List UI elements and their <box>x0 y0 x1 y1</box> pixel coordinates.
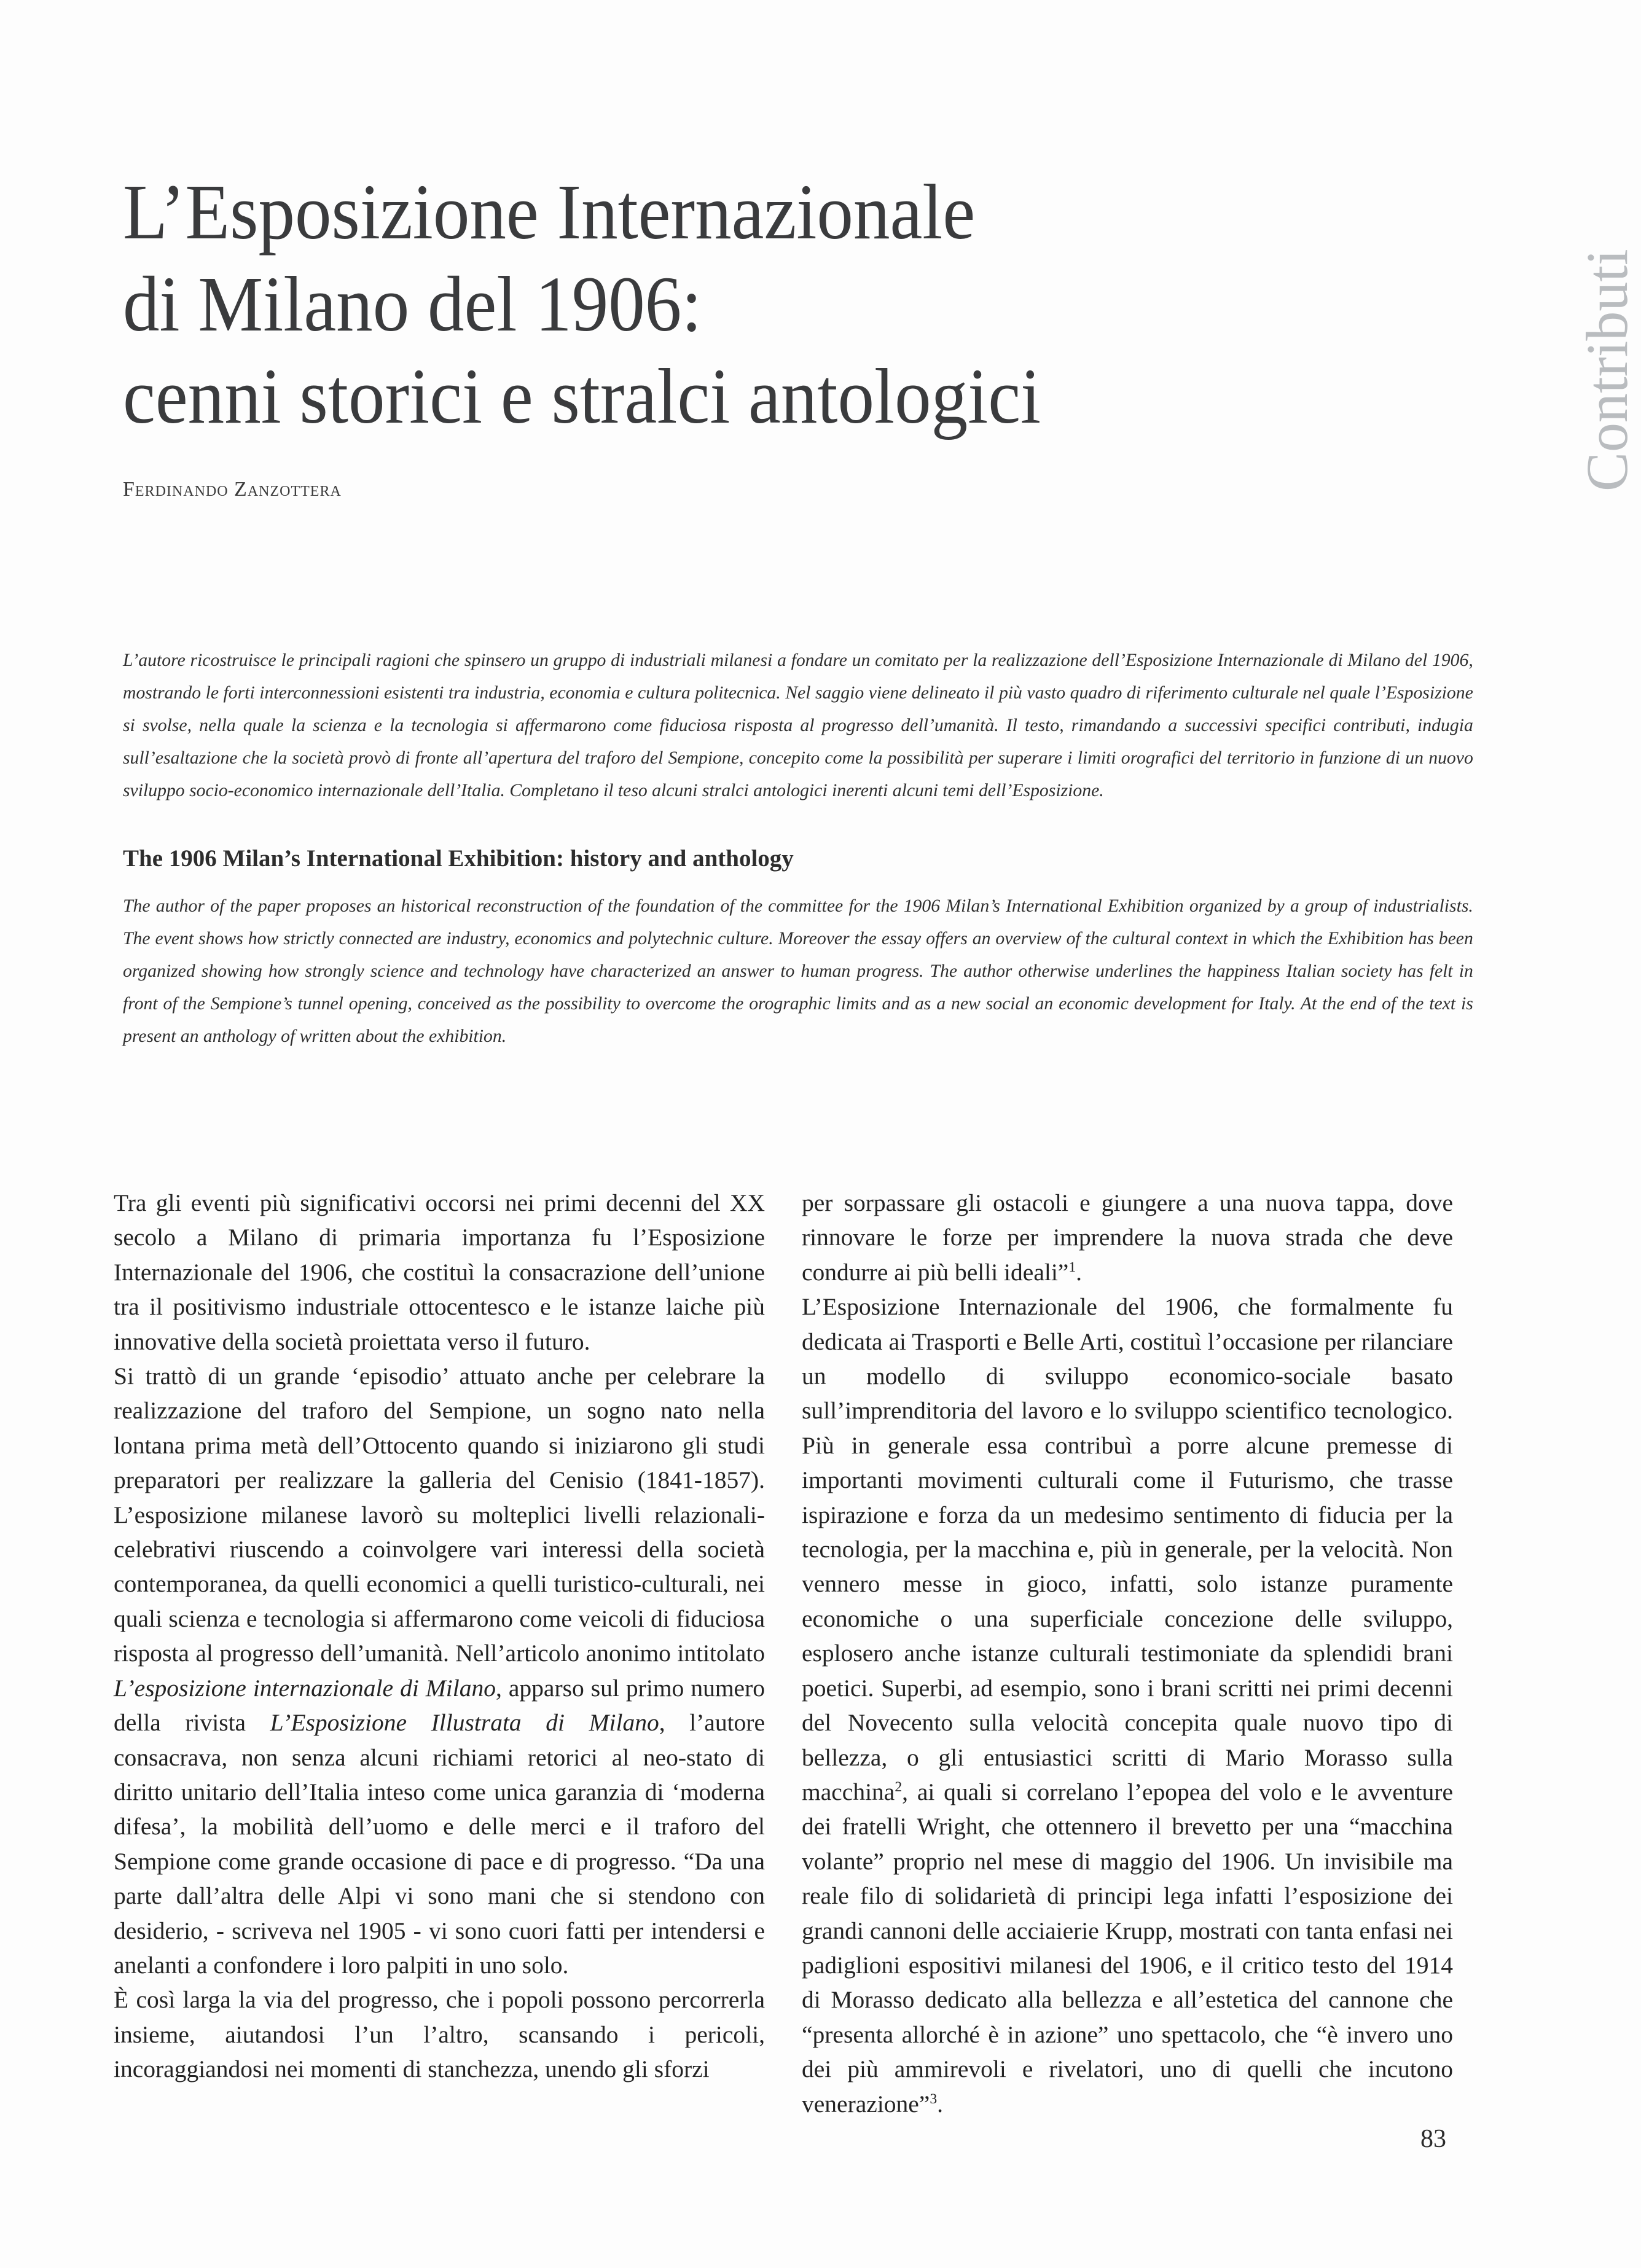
author-name: Ferdinando Zanzottera <box>123 478 342 501</box>
body-column-right <box>802 1186 1453 2121</box>
page-number: 83 <box>1420 2125 1446 2153</box>
body-paragraph <box>114 1359 765 1982</box>
paragraph-text: Tra gli eventi più significativi occorsi nei primi decenni del XX secolo a Milano di primaria importanza fu l’Esposizione Internazionale del 1906, che costituì la consacrazione dell’unione tra il positivismo industriale ottocentesco e le istanze laiche più innovative della società proiettata verso il futuro. <box>114 1189 765 1355</box>
paragraph-text: L’Esposizione Internazionale del 1906, che formalmente fu dedicata ai Trasporti e Belle Arti, costituì l’occasione per rilanciare un modello di sviluppo economico-sociale basato sull’imprenditoria del lavoro e lo sviluppo scientifico tecnologico. Più in generale essa contribuì a porre alcune premesse di importanti movimenti culturali come il Futurismo, che trasse ispirazione e forza da un medesimo sentimento di fiducia per la tecnologia, per la macchina e, più in generale, per la velocità. Non vennero messe in gioco, infatti, solo istanze puramente economiche o una superficiale concezione delle sviluppo, esplosero anche istanze culturali testimoniate da splendidi brani poetici. Superbi, ad esempio, sono i brani scritti nei primi decenni del Novecento sulla velocità concepita quale nuovo tipo di bellezza, o gli entusiastici scritti di Mario Morasso sulla macchina <box>802 1293 1453 1805</box>
paragraph-text: È così larga la via del progresso, che i popoli possono percorrerla insieme, aiutandosi l’un l’altro, scansando i pericoli, incoraggiandosi nei momenti di stanchezza, unendo gli sforzi <box>114 1986 765 2083</box>
abstract-english: The author of the paper proposes an historical reconstruction of the foundation of the committee for the 1906 Milan’s International Exhibition organized by a group of industrialists. The event shows how strictly connected are industry, economics and polytechnic culture. Moreover the essay offers an overview of the cultural context in which the Exhibition has been organized showing how strongly science and technology have characterized an answer to human progress. The author otherwise underlines the happiness Italian society has felt in front of the Sempione’s tunnel opening, conceived as the possibility to overcome the orographic limits and as a new social an economic development for Italy. At the end of the text is present an anthology of written about the exhibition. <box>123 896 1473 1046</box>
title-line-1: L’Esposizione Internazionale <box>123 168 976 256</box>
paragraph-text: , apparso sul primo numero della rivista <box>114 1674 765 1737</box>
section-label <box>1481 209 1640 491</box>
paragraph-text: . <box>1076 1258 1083 1286</box>
footnote-ref[interactable]: 1 <box>1068 1259 1076 1275</box>
article-title-reference: L’esposizione internazionale di Milano <box>114 1674 496 1702</box>
article-title <box>123 166 1208 442</box>
abstract-english-heading: The 1906 Milan’s International Exhibition: history and anthology <box>123 845 794 872</box>
paragraph-text: . <box>937 2090 944 2117</box>
footnote-ref[interactable]: 2 <box>895 1778 903 1795</box>
paragraph-text: , ai quali si correlano l’epopea del volo e le avventure dei fratelli Wright, che ottennero il brevetto per una “macchina volante” proprio nel mese di maggio del 1906. Un invisibile ma reale filo di solidarietà di principi lega infatti l’esposizione dei grandi cannoni delle acciaierie Krupp, mostrati con tanta enfasi nei padiglioni espositivi milanesi del 1906, e il critico testo del 1914 di Morasso dedicato alla bellezza e all’estetica del cannone che “presenta allorché è in azione” uno spettacolo, che “è invero uno dei più ammirevoli e rivelatori, uno di quelli che incutono venerazione” <box>802 1778 1453 2117</box>
abstract-italian: L’autore ricostruisce le principali ragioni che spinsero un gruppo di industriali milanesi a fondare un comitato per la realizzazione dell’Esposizione Internazionale di Milano del 1906, mostrando le forti interconnessioni esistenti tra industria, economia e cultura politecnica. Nel saggio viene delineato il più vasto quadro di riferimento culturale nel quale l’Esposizione si svolse, nella quale la scienza e la tecnologia si affermarono come fiduciosa risposta al progresso dell’umanità. Il testo, rimandando a successivi specifici contributi, indugia sull’esaltazione che la società provò di fronte all’apertura del traforo del Sempione, concepito come la possibilità per superare i limiti orografici del territorio in funzione di un nuovo sviluppo socio-economico internazionale dell’Italia. Completano il teso alcuni stralci antologici inerenti alcuni temi dell’Esposizione. <box>123 650 1473 800</box>
body-paragraph <box>114 1186 765 1359</box>
title-line-3: cenni storici e stralci antologici <box>123 353 1041 440</box>
paragraph-text: Si trattò di un grande ‘episodio’ attuato anche per celebrare la realizzazione del traforo del Sempione, un sogno nato nella lontana prima metà dell’Ottocento quando si iniziarono gli studi preparatori per realizzare la galleria del Cenisio (1841-1857). L’esposizione milanese lavorò su molteplici livelli relazionali-celebrativi riuscendo a coinvolgere vari interessi della società contemporanea, da quelli economici a quelli turistico-culturali, nei quali scienza e tecnologia si affermarono come veicoli di fiduciosa risposta al progresso dell’umanità. Nell’articolo anonimo intitolato <box>114 1363 765 1667</box>
journal-title-reference: L’Esposizione Illustrata di Milano <box>270 1709 659 1737</box>
body-paragraph <box>802 1186 1453 1289</box>
paragraph-text: , l’autore consacrava, non senza alcuni richiami retorici al neo-stato di diritto unitario dell’Italia inteso come unica garanzia di ‘moderna difesa’, la mobilità dell’uomo e delle merci e il traforo del Sempione come grande occasione di pace e di progresso. “Da una parte dall’altra delle Alpi vi sono mani che si stendono con desiderio, - scriveva nel 1905 - vi sono cuori fatti per intendersi e anelanti a confondere i loro palpiti in uno solo. <box>114 1709 765 1979</box>
section-label-text: Contributi <box>1574 249 1640 491</box>
body-paragraph <box>114 1982 765 2086</box>
body-paragraph <box>802 1289 1453 2121</box>
body-column-left <box>114 1186 765 2087</box>
paragraph-text: per sorpassare gli ostacoli e giungere a una nuova tappa, dove rinnovare le forze per imprendere la nuova strada che deve condurre ai più belli ideali” <box>802 1189 1453 1286</box>
title-line-2: di Milano del 1906: <box>123 260 702 348</box>
footnote-ref[interactable]: 3 <box>930 2090 938 2107</box>
